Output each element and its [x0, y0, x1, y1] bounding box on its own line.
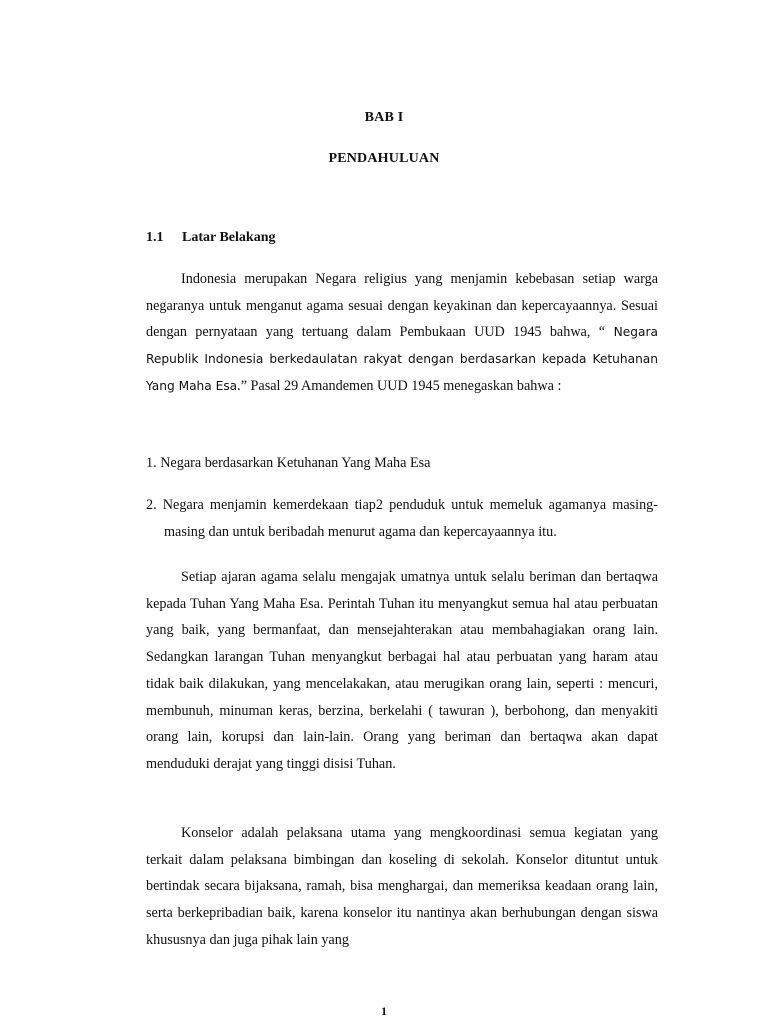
- section-title: Latar Belakang: [182, 230, 276, 245]
- page-number: 1: [381, 1004, 387, 1018]
- paragraph-intro-tail: .” Pasal 29 Amandemen UUD 1945 menegaskan bahwa :: [237, 377, 562, 394]
- chapter-title: PENDAHULUAN: [328, 151, 440, 166]
- paragraph-intro-lead: Indonesia merupakan Negara religius yang menjamin kebebasan setiap warga negaranya untuk menganut agama sesuai dengan keyakinan dan kepercayaannya. Sesuai dengan pernyataan yang tertuang dalam Pembukaan UUD 1945 bahwa, “: [146, 271, 658, 341]
- chapter-heading: BAB I: [364, 110, 404, 125]
- paragraph-intro: [146, 266, 658, 400]
- list-item: 2. Negara menjamin kemerdekaan tiap2 penduduk untuk memeluk agamanya masing-masing dan untuk beribadah menurut agama dan kepercayaannya itu.: [146, 497, 658, 540]
- paragraph-counselor: Konselor adalah pelaksana utama yang mengkoordinasi semua kegiatan yang terkait dalam pelaksana bimbingan dan koseling di sekolah. Konselor dituntut untuk bertindak secara bijaksana, ramah, bisa menghargai, dan memeriksa keadaan orang lain, serta berkepribadian baik, karena konselor itu nantinya akan berhubungan dengan siswa khususnya dan juga pihak lain yang: [146, 825, 658, 948]
- section-number: 1.1: [146, 230, 164, 245]
- list-item: 1. Negara berdasarkan Ketuhanan Yang Maha Esa: [146, 455, 431, 471]
- constitution-quote: Negara Republik Indonesia berkedaulatan rakyat dengan berdasarkan kepada Ketuhanan Yang Maha Esa: [146, 325, 658, 393]
- paragraph-religion: Setiap ajaran agama selalu mengajak umatnya untuk selalu beriman dan bertaqwa kepada Tuhan Yang Maha Esa. Perintah Tuhan itu menyangkut semua hal atau perbuatan yang baik, yang bermanfaat, dan mensejahterakan atau membahagiakan orang lain. Sedangkan larangan Tuhan menyangkut berbagai hal atau perbuatan yang haram atau tidak baik dilakukan, yang mencelakakan, atau merugikan orang lain, seperti : mencuri, membunuh, minuman keras, berzina, berkelahi ( tawuran ), berbohong, dan menyakiti orang lain, korupsi dan lain-lain. Orang yang beriman dan bertaqwa akan dapat menduduki derajat yang tinggi disisi Tuhan.: [146, 569, 658, 772]
